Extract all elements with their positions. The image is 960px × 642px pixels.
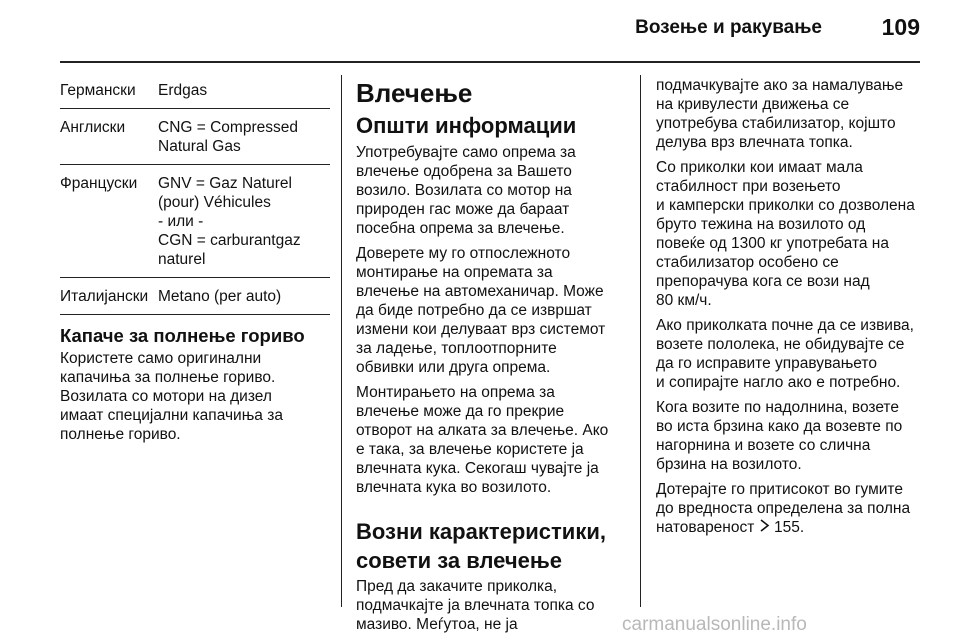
towing-paragraph-2: Доверете му го отпослежното монтирање на опремата за влечење на автомеханичар. Може да биде потребно да се извршат измени кои делуваат врз системот за ладење, топлоотпорните обвивки или друга опрема. [356, 245, 606, 376]
table-row [60, 72, 330, 109]
table-row [60, 109, 330, 165]
table-cell-language: Англиски [60, 119, 126, 136]
table-cell-name: GNV = Gaz Naturel (pour) Véhicules - или - CGN = carburantgaz naturel [158, 175, 301, 268]
page-number: 109 [881, 14, 920, 40]
table-cell-language: Француски [60, 175, 138, 192]
table-cell-language: Германски [60, 82, 136, 99]
driving-tips-heading: Возни карактеристики, совети за влечење [356, 519, 606, 573]
column-3-paragraph-5 [656, 480, 924, 537]
towing-paragraph-4: Пред да закачите приколка, подмачкајте ја влечната топка со мазиво. Меѓутоа, не ја [356, 578, 595, 633]
table-cell-language: Италијански [60, 288, 149, 305]
fuel-adapter-heading: Капаче за полнење гориво [60, 325, 305, 346]
towing-paragraph-3: Монтирањето на опрема за влечење може да го прекрие отворот на алката за влечење. Ако е така, за влечење користете ја влечната кука. Секогаш чувајте ја влечната кука во возилото. [356, 384, 609, 496]
column-divider [341, 75, 342, 607]
column-3-paragraph-1: подмачкувајте ако за намалување на кривулести движења се употребува стабилизатор, којшто делува врз влечната топка. [656, 77, 904, 151]
running-title: Возење и ракување [635, 17, 822, 38]
header-rule [60, 61, 920, 63]
fuel-adapter-text: Користете само оригинални капачиња за полнење гориво. Возилата со мотори на дизел имаат специјални капачиња за полнење гориво. [60, 350, 283, 443]
towing-paragraph-1: Употребувајте само опрема за влечење одобрена за Вашето возило. Возилата со мотор на природен гас може да бараат посебна опрема за влечење. [356, 144, 576, 237]
natural-gas-names-table [60, 72, 330, 315]
table-row [60, 278, 330, 315]
column-3-paragraph-2: Со приколки кои имаат мала стабилност при возењето и камперски приколки со дозволена бруто тежина на возилото од повеќе од 1300 кг употребата на стабилизатор особено се препорачува кога се вози над 80 км/ч. [656, 159, 915, 309]
column-3-paragraph-3: Ако приколката почне да се извива, возете пололека, не обидувајте се да го исправите управувањето и сопирајте нагло ако е потребно. [656, 317, 914, 391]
table-row [60, 165, 330, 278]
column-3 [656, 76, 924, 543]
table-cell-name: CNG = Compressed Natural Gas [158, 119, 298, 155]
general-info-heading: Општи информации [356, 113, 577, 138]
watermark: carmanualsonline.info [622, 614, 807, 635]
towing-heading: Влечење [356, 78, 473, 108]
column-2 [356, 70, 631, 640]
table-cell-name: Metano (per auto) [158, 288, 282, 305]
column-divider [640, 75, 641, 607]
column-1 [60, 72, 330, 450]
table-cell-name: Erdgas [158, 82, 208, 99]
tyre-pressure-text: Дотерајте го притисокот во гумите до вредноста определена за полна натовареност [656, 481, 911, 536]
column-3-paragraph-4: Кога возите по надолнина, возете во иста брзина како да возевте по нагорнина и возете со слична брзина на возилото. [656, 399, 903, 473]
page-reference-link[interactable]: 155. [773, 519, 805, 536]
page-reference-arrow-icon [759, 518, 770, 537]
page-header [60, 14, 920, 44]
